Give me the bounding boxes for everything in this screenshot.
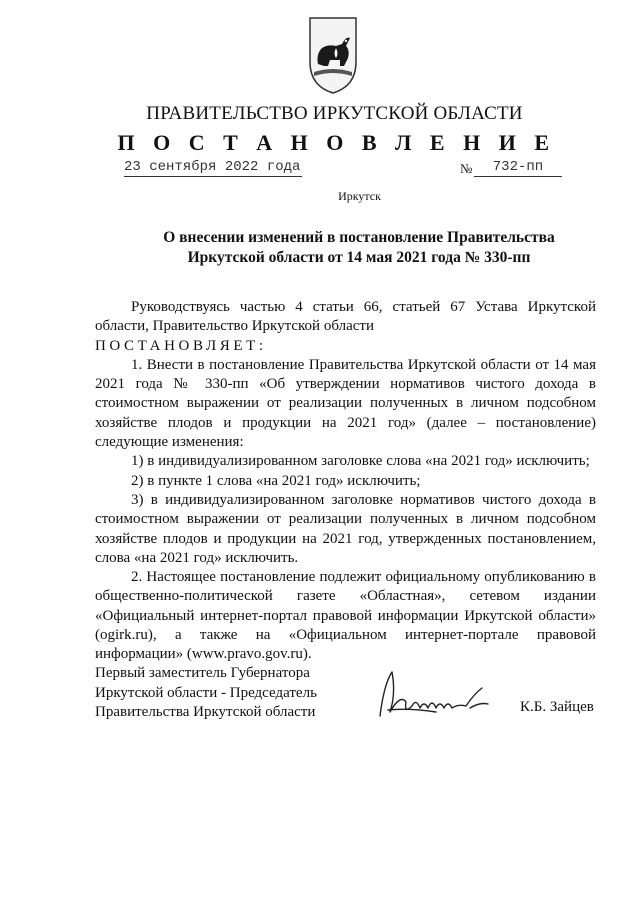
handwritten-signature [370,664,510,728]
subitem-1-paragraph: 1) в индивидуализированном заголовке слова «на 2021 год» исключить; [131,453,590,470]
document-body [95,298,596,665]
resolves-heading: ПОСТАНОВЛЯЕТ: [95,337,267,354]
signer-name: К.Б. Зайцев [520,699,594,715]
subitem-2-paragraph: 2) в пункте 1 слова «на 2021 год» исключить; [131,472,421,489]
coat-of-arms-emblem [306,14,360,96]
document-number: 732-пп [474,158,562,177]
item-2-paragraph: 2. Настоящее постановление подлежит официальному опубликованию в общественно-политической газете «Областная», сетевом издании «Официальный интернет-портал правовой информации Иркутской области» (ogirk.ru), а также на «Официальном интернет-портале правовой информации» (www.pravo.gov.ru). [95,569,596,663]
signer-position-line: Правительства Иркутской области [95,704,316,720]
signer-position [95,664,317,723]
document-date: 23 сентября 2022 года [124,159,301,175]
city: Иркутск [338,189,381,203]
document-subject: О внесении изменений в постановление Правительства Иркутской области от 14 мая 2021 года № 330-пп [163,229,555,266]
government-title: ПРАВИТЕЛЬСТВО ИРКУТСКОЙ ОБЛАСТИ [146,103,523,124]
signer-position-line: Иркутской области - Председатель [95,684,317,701]
preamble-paragraph: Руководствуясь частью 4 статьи 66, статьей 67 Устава Иркутской области, Правительство Иркутской области [95,299,596,335]
subitem-3-paragraph: 3) в индивидуализированном заголовке нормативов чистого дохода в стоимостном выражении от реализации полученных в личном подсобном хозяйстве плодов и продукции на 2021 год, утвержденных постановлением, слова «на 2021 год» исключить. [95,491,596,566]
document-type: П О С Т А Н О В Л Е Н И Е [117,130,556,155]
number-sign: № [460,161,473,176]
signer-position-line: Первый заместитель Губернатора [95,665,310,681]
item-1-paragraph: 1. Внести в постановление Правительства Иркутской области от 14 мая 2021 года № 330-пп «Об утверждении нормативов чистого дохода в стоимостном выражении от реализации полученных в личном подсобном хозяйстве плодов и продукции на 2021 год» (далее – постановление) следующие изменения: [95,356,596,451]
